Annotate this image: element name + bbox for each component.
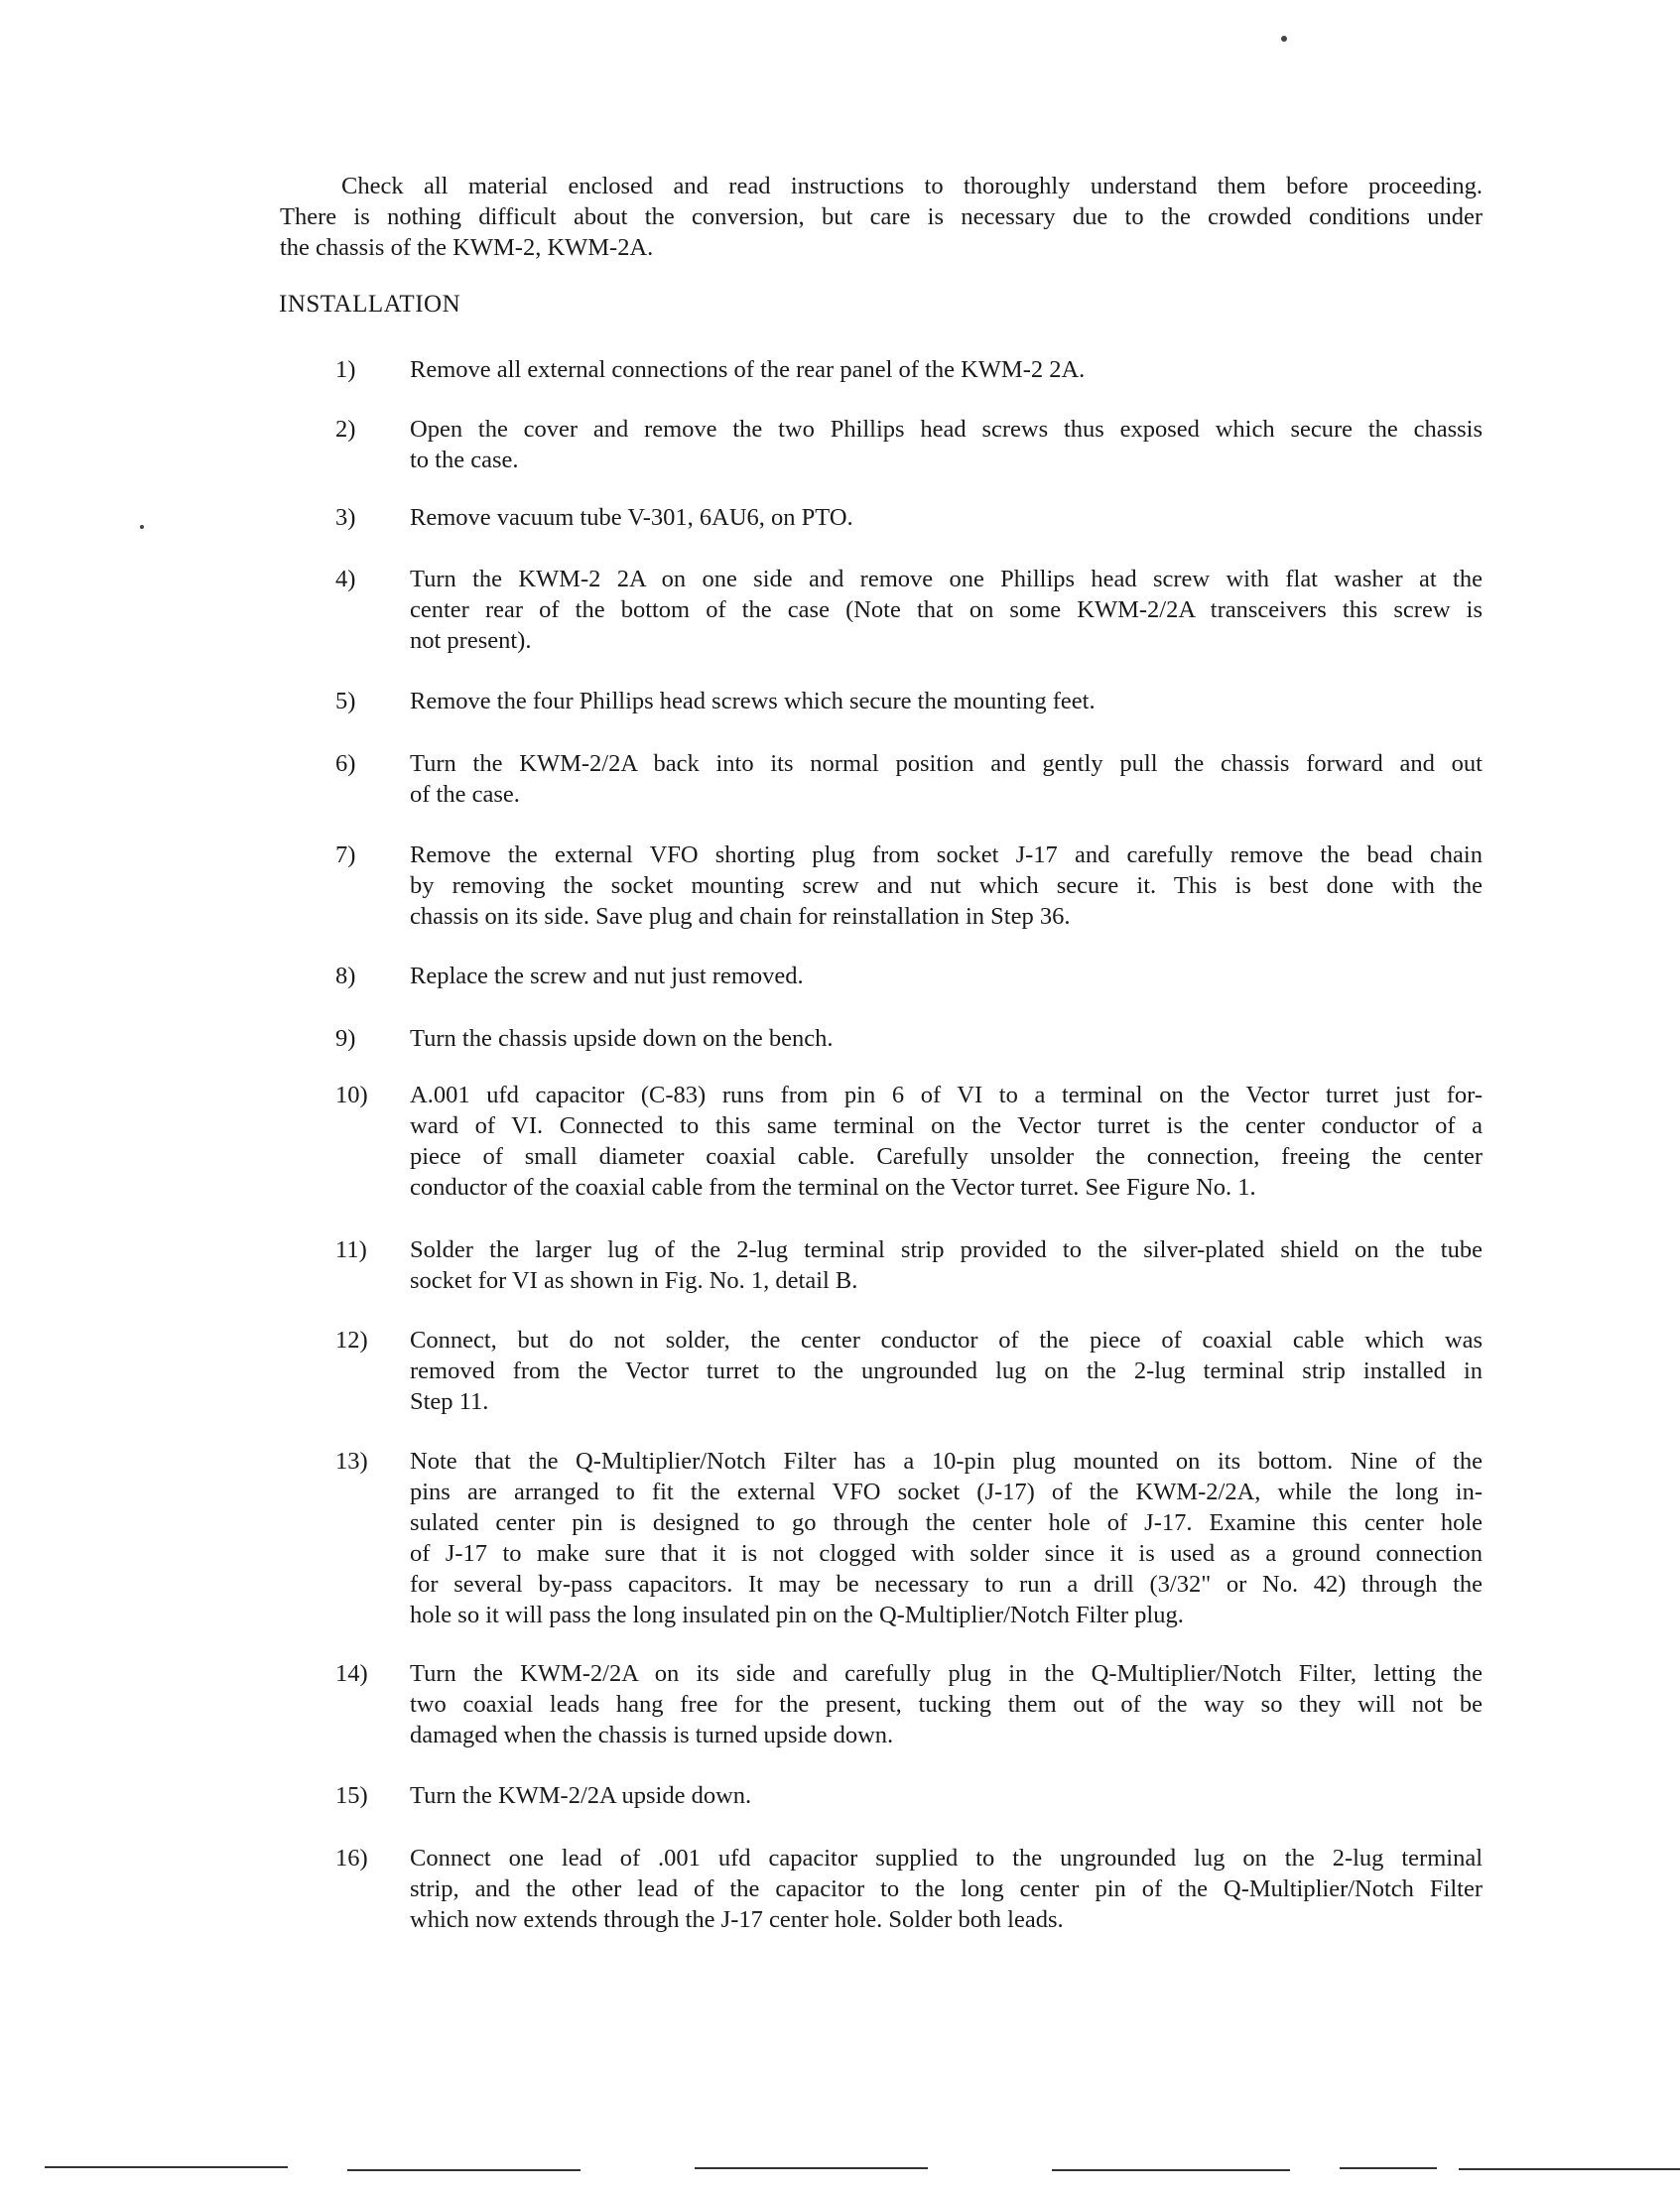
step-number: 12) [335,1327,368,1354]
intro-paragraph [280,171,1483,263]
step-text [410,1658,1483,1750]
step-number: 5) [335,688,356,714]
text-line: Remove the external VFO shorting plug from socket J-17 and carefully remove the bead chain [410,841,1483,868]
text-line: Step 11. [410,1388,489,1415]
text-line: Note that the Q-Multiplier/Notch Filter has a 10-pin plug mounted on its bottom. Nine of the [410,1448,1483,1475]
text-line: Open the cover and remove the two Phillips head screws thus exposed which secure the chassis [410,416,1483,443]
text-line: Turn the KWM-2/2A back into its normal position and gently pull the chassis forward and out [410,750,1483,777]
step-text [410,354,1483,385]
text-line: Check all material enclosed and read instructions to thoroughly understand them before proceeding. [341,173,1483,199]
text-line: removed from the Vector turret to the ungrounded lug on the 2-lug terminal strip installed in [410,1357,1483,1384]
text-line: Turn the chassis upside down on the bench. [410,1025,834,1052]
text-line: of J-17 to make sure that it is not clogged with solder since it is used as a ground connection [410,1540,1483,1567]
step-number: 14) [335,1660,368,1687]
step-number: 4) [335,566,356,592]
text-line: not present). [410,627,532,654]
step-text [410,1023,1483,1054]
text-line: Turn the KWM-2/2A on its side and carefully plug in the Q-Multiplier/Notch Filter, letting the [410,1660,1483,1687]
step-number: 1) [335,356,356,383]
footer-rule [45,2166,288,2168]
step-number: 13) [335,1448,368,1475]
text-line: Connect, but do not solder, the center conductor of the piece of coaxial cable which was [410,1327,1483,1354]
step-text [410,840,1483,932]
text-line: damaged when the chassis is turned upside down. [410,1722,894,1748]
text-line: sulated center pin is designed to go through the center hole of J-17. Examine this center hole [410,1509,1483,1536]
step-text [410,564,1483,656]
text-line: socket for VI as shown in Fig. No. 1, detail B. [410,1267,858,1294]
step-text [410,961,1483,991]
footer-rule [695,2167,928,2169]
speck [1281,36,1287,42]
text-line: chassis on its side. Save plug and chain for reinstallation in Step 36. [410,903,1071,930]
text-line: ward of VI. Connected to this same terminal on the Vector turret is the center conductor of a [410,1112,1483,1139]
step-text [410,414,1483,475]
step-text [410,1325,1483,1417]
step-number: 15) [335,1782,368,1809]
text-line: piece of small diameter coaxial cable. Carefully unsolder the connection, freeing the center [410,1143,1483,1170]
step-text [410,748,1483,810]
step-number: 7) [335,841,356,868]
step-text [410,1843,1483,1935]
footer-rule [347,2169,581,2171]
text-line: hole so it will pass the long insulated pin on the Q-Multiplier/Notch Filter plug. [410,1602,1184,1628]
text-line: two coaxial leads hang free for the present, tucking them out of the way so they will not be [410,1691,1483,1718]
section-heading: INSTALLATION [279,291,461,318]
step-number: 2) [335,416,356,443]
text-line: Remove vacuum tube V-301, 6AU6, on PTO. [410,504,853,531]
footer-rule [1459,2168,1680,2170]
step-number: 11) [335,1236,367,1263]
step-text [410,1080,1483,1203]
text-line: conductor of the coaxial cable from the terminal on the Vector turret. See Figure No. 1. [410,1174,1256,1201]
step-text [410,1234,1483,1296]
text-line: There is nothing difficult about the conversion, but care is necessary due to the crowded conditions under [280,203,1483,230]
text-line: the chassis of the KWM-2, KWM-2A. [280,234,654,261]
text-line: Turn the KWM-2/2A upside down. [410,1782,752,1809]
text-line: Connect one lead of .001 ufd capacitor supplied to the ungrounded lug on the 2-lug terminal [410,1845,1483,1872]
text-line: to the case. [410,447,519,473]
step-text [410,686,1483,716]
text-line: A.001 ufd capacitor (C-83) runs from pin 6 of VI to a terminal on the Vector turret just for- [410,1082,1483,1108]
step-number: 6) [335,750,356,777]
step-text [410,502,1483,533]
step-number: 10) [335,1082,368,1108]
step-number: 3) [335,504,356,531]
text-line: strip, and the other lead of the capacitor to the long center pin of the Q-Multiplier/Notch Filter [410,1875,1483,1902]
footer-rule [1052,2169,1290,2171]
text-line: by removing the socket mounting screw and nut which secure it. This is best done with the [410,872,1483,899]
text-line: Remove all external connections of the rear panel of the KWM-2 2A. [410,356,1086,383]
step-number: 8) [335,963,356,989]
speck [140,525,144,529]
text-line: Remove the four Phillips head screws which secure the mounting feet. [410,688,1096,714]
text-line: Replace the screw and nut just removed. [410,963,804,989]
step-text [410,1780,1483,1811]
step-number: 9) [335,1025,356,1052]
text-line: which now extends through the J-17 center hole. Solder both leads. [410,1906,1064,1933]
text-line: center rear of the bottom of the case (Note that on some KWM-2/2A transceivers this screw is [410,596,1483,623]
step-number: 16) [335,1845,368,1872]
footer-rule [1340,2167,1437,2169]
text-line: for several by-pass capacitors. It may be necessary to run a drill (3/32" or No. 42) through the [410,1571,1483,1598]
text-line: of the case. [410,781,520,808]
text-line: pins are arranged to fit the external VFO socket (J-17) of the KWM-2/2A, while the long in- [410,1479,1483,1505]
text-line: Solder the larger lug of the 2-lug terminal strip provided to the silver-plated shield on the tube [410,1236,1483,1263]
text-line: Turn the KWM-2 2A on one side and remove one Phillips head screw with flat washer at the [410,566,1483,592]
step-text [410,1446,1483,1630]
